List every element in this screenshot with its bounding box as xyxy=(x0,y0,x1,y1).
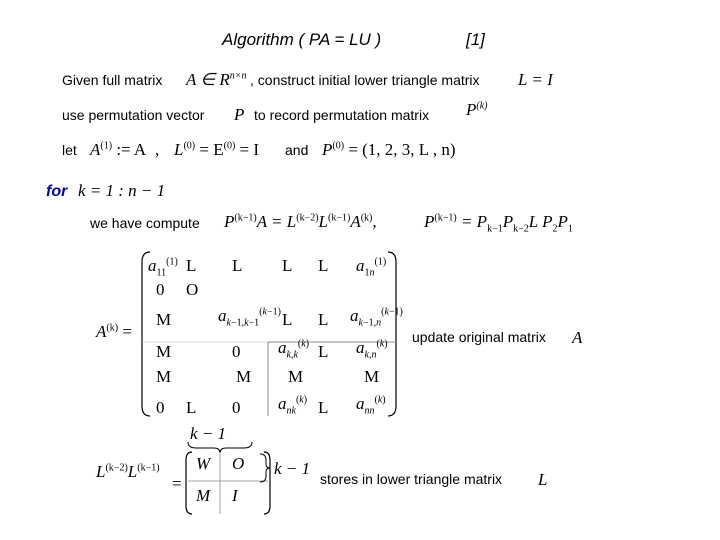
cell-zero: 0 xyxy=(156,280,165,299)
l0-formula: $L^{(0)} = E^{(0)} = I$ xyxy=(174,140,260,159)
p-vector-formula: P xyxy=(234,105,245,124)
side-brace-label: k − 1 xyxy=(274,459,311,478)
permutation-product-formula: $P^{(k-1)} = P_{k-1}P_{k-2}L$ $P_2P_1$ xyxy=(424,212,573,235)
algorithm-title: Algorithm ( PA = LU ) xyxy=(222,30,382,49)
cell-ank: $a_{nk}^{(k)}$ xyxy=(278,394,308,417)
for-keyword: for xyxy=(46,183,68,200)
side-brace xyxy=(258,452,272,484)
cell-dots: L xyxy=(186,256,197,275)
stores-formula: L xyxy=(538,470,548,489)
block-cell-i: I xyxy=(232,486,238,505)
cell-vdots: M xyxy=(288,367,304,386)
cell-akn-prev: $a_{k-1,n}^{(k-1)}$ xyxy=(350,306,403,329)
construct-text: , construct initial lower triangle matrix xyxy=(250,72,480,88)
block-cell-w: W xyxy=(196,454,211,473)
cell-zero: 0 xyxy=(232,342,241,361)
cell-vdots: M xyxy=(364,367,380,386)
cell-dots: L xyxy=(186,398,197,417)
reference-tag: [1] xyxy=(466,30,485,49)
block-cell-o: O xyxy=(232,454,245,473)
p0-formula: $P^{(0)} = (1$, 2, 3, L , n) xyxy=(322,140,456,159)
cell-diag-dots: O xyxy=(186,280,199,299)
cell-ann: $a_{nn}^{(k)}$ xyxy=(356,394,386,417)
cell-vdots: M xyxy=(156,367,172,386)
cell-dots: L xyxy=(282,256,293,275)
ak-lhs: $A^{(k)}$ = xyxy=(96,322,132,341)
and-text: and xyxy=(285,142,309,158)
cell-zero: 0 xyxy=(156,398,165,417)
let-text: let xyxy=(62,142,77,158)
cell-dots: L xyxy=(232,256,243,275)
permutation-vector-text: use permutation vector xyxy=(62,107,205,123)
cell-dots: L xyxy=(318,398,329,417)
p-k-formula: $P^{(k)}$ xyxy=(466,100,488,119)
block-cell-m: M xyxy=(196,486,211,505)
cell-dots: L xyxy=(318,342,329,361)
cell-a11: $a_{11}^{(1)}$ xyxy=(148,256,178,279)
update-text: update original matrix xyxy=(412,329,546,345)
a1-assign-formula: $A^{(1)}$ := A xyxy=(90,140,147,159)
compute-formula: $P^{(k-1)}A = L^{(k-2)}L^{(k-1)}A^{(k)}$, xyxy=(224,212,377,231)
cell-vdots: M xyxy=(236,367,252,386)
cell-vdots: M xyxy=(156,342,172,361)
cell-akn: $a_{k,n}^{(k)}$ xyxy=(356,338,388,361)
cell-a1n: $a_{1n}^{(1)}$ xyxy=(356,256,387,279)
stores-text: stores in lower triangle matrix xyxy=(320,471,503,487)
loop-range: k = 1 : n − 1 xyxy=(78,181,166,200)
comma-sep: , xyxy=(155,140,160,159)
block-eq: = xyxy=(172,474,182,493)
update-formula: A xyxy=(572,328,583,347)
identity-formula: L = I xyxy=(518,70,553,89)
cell-dots: L xyxy=(318,256,329,275)
block-lhs: $L^{(k-2)}L^{(k-1)}$ xyxy=(96,462,160,481)
cell-dots: L xyxy=(318,310,329,329)
cell-akk: $a_{k,k}^{(k)}$ xyxy=(278,338,310,361)
cell-vdots: M xyxy=(156,310,172,329)
matrix-domain-formula: A ∈ $R^{n\times n}$ xyxy=(186,70,247,89)
cell-dots: L xyxy=(282,310,293,329)
top-brace-label: k − 1 xyxy=(190,424,227,443)
cell-akk-prev: $a_{k-1,k-1}^{(k-1)}$ xyxy=(218,306,281,329)
cell-zero: 0 xyxy=(232,398,241,417)
record-text: to record permutation matrix xyxy=(254,107,430,123)
compute-text: we have compute xyxy=(90,215,200,231)
given-text: Given full matrix xyxy=(62,72,163,88)
